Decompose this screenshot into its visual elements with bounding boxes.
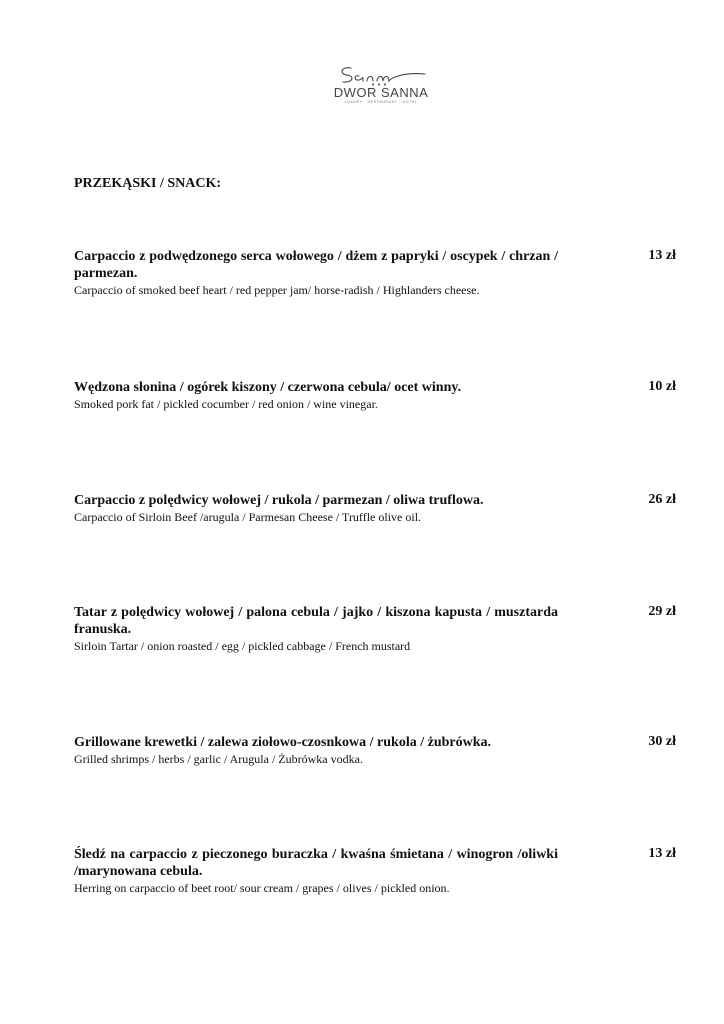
menu-item (74, 734, 679, 767)
item-description: Carpaccio of Sirloin Beef /arugula / Parmesan Cheese / Truffle olive oil. (74, 510, 422, 524)
item-name: Tatar z polędwicy wołowej / palona cebula / jajko / kiszona kapusta / musztarda franuska. (74, 605, 558, 637)
item-description: Smoked pork fat / pickled cocumber / red onion / wine vinegar. (74, 397, 378, 411)
signature-logo-mark (333, 62, 429, 86)
menu-item (74, 248, 679, 298)
logo-name: DWOR SANNA (333, 85, 429, 100)
item-name: Grillowane krewetki / zalewa ziołowo-czosnkowa / rukola / żubrówka. (74, 735, 491, 750)
item-description: Herring on carpaccio of beet root/ sour cream / grapes / olives / pickled onion. (74, 881, 450, 895)
item-price: 29 zł (648, 604, 676, 619)
logo-tagline: LUXURY · RESTAURANT · HOTEL (344, 100, 418, 104)
item-name: Carpaccio z podwędzonego serca wołowego / dżem z papryki / oscypek / chrzan / parmezan. (74, 249, 558, 281)
menu-item (74, 379, 679, 412)
item-description: Sirloin Tartar / onion roasted / egg / pickled cabbage / French mustard (74, 639, 411, 653)
item-price: 13 zł (648, 248, 676, 263)
item-price: 26 zł (648, 492, 676, 507)
menu-item (74, 604, 679, 654)
menu-item (74, 492, 679, 525)
item-price: 30 zł (648, 734, 676, 749)
hotel-logo (322, 62, 440, 118)
item-price: 10 zł (648, 379, 676, 394)
item-name: Wędzona słonina / ogórek kiszony / czerwona cebula/ ocet winny. (74, 380, 462, 395)
item-name: Śledź na carpaccio z pieczonego buraczka / kwaśna śmietana / winogron /oliwki /marynowana cebula. (74, 847, 558, 879)
item-description: Grilled shrimps / herbs / garlic / Arugula / Żubrówka vodka. (74, 752, 363, 766)
item-price: 13 zł (648, 846, 676, 861)
menu-item (74, 846, 679, 896)
item-description: Carpaccio of smoked beef heart / red pepper jam/ horse-radish / Highlanders cheese. (74, 283, 480, 297)
item-name: Carpaccio z polędwicy wołowej / rukola / parmezan / oliwa truflowa. (74, 493, 484, 508)
section-title: PRZEKĄSKI / SNACK: (74, 176, 222, 191)
